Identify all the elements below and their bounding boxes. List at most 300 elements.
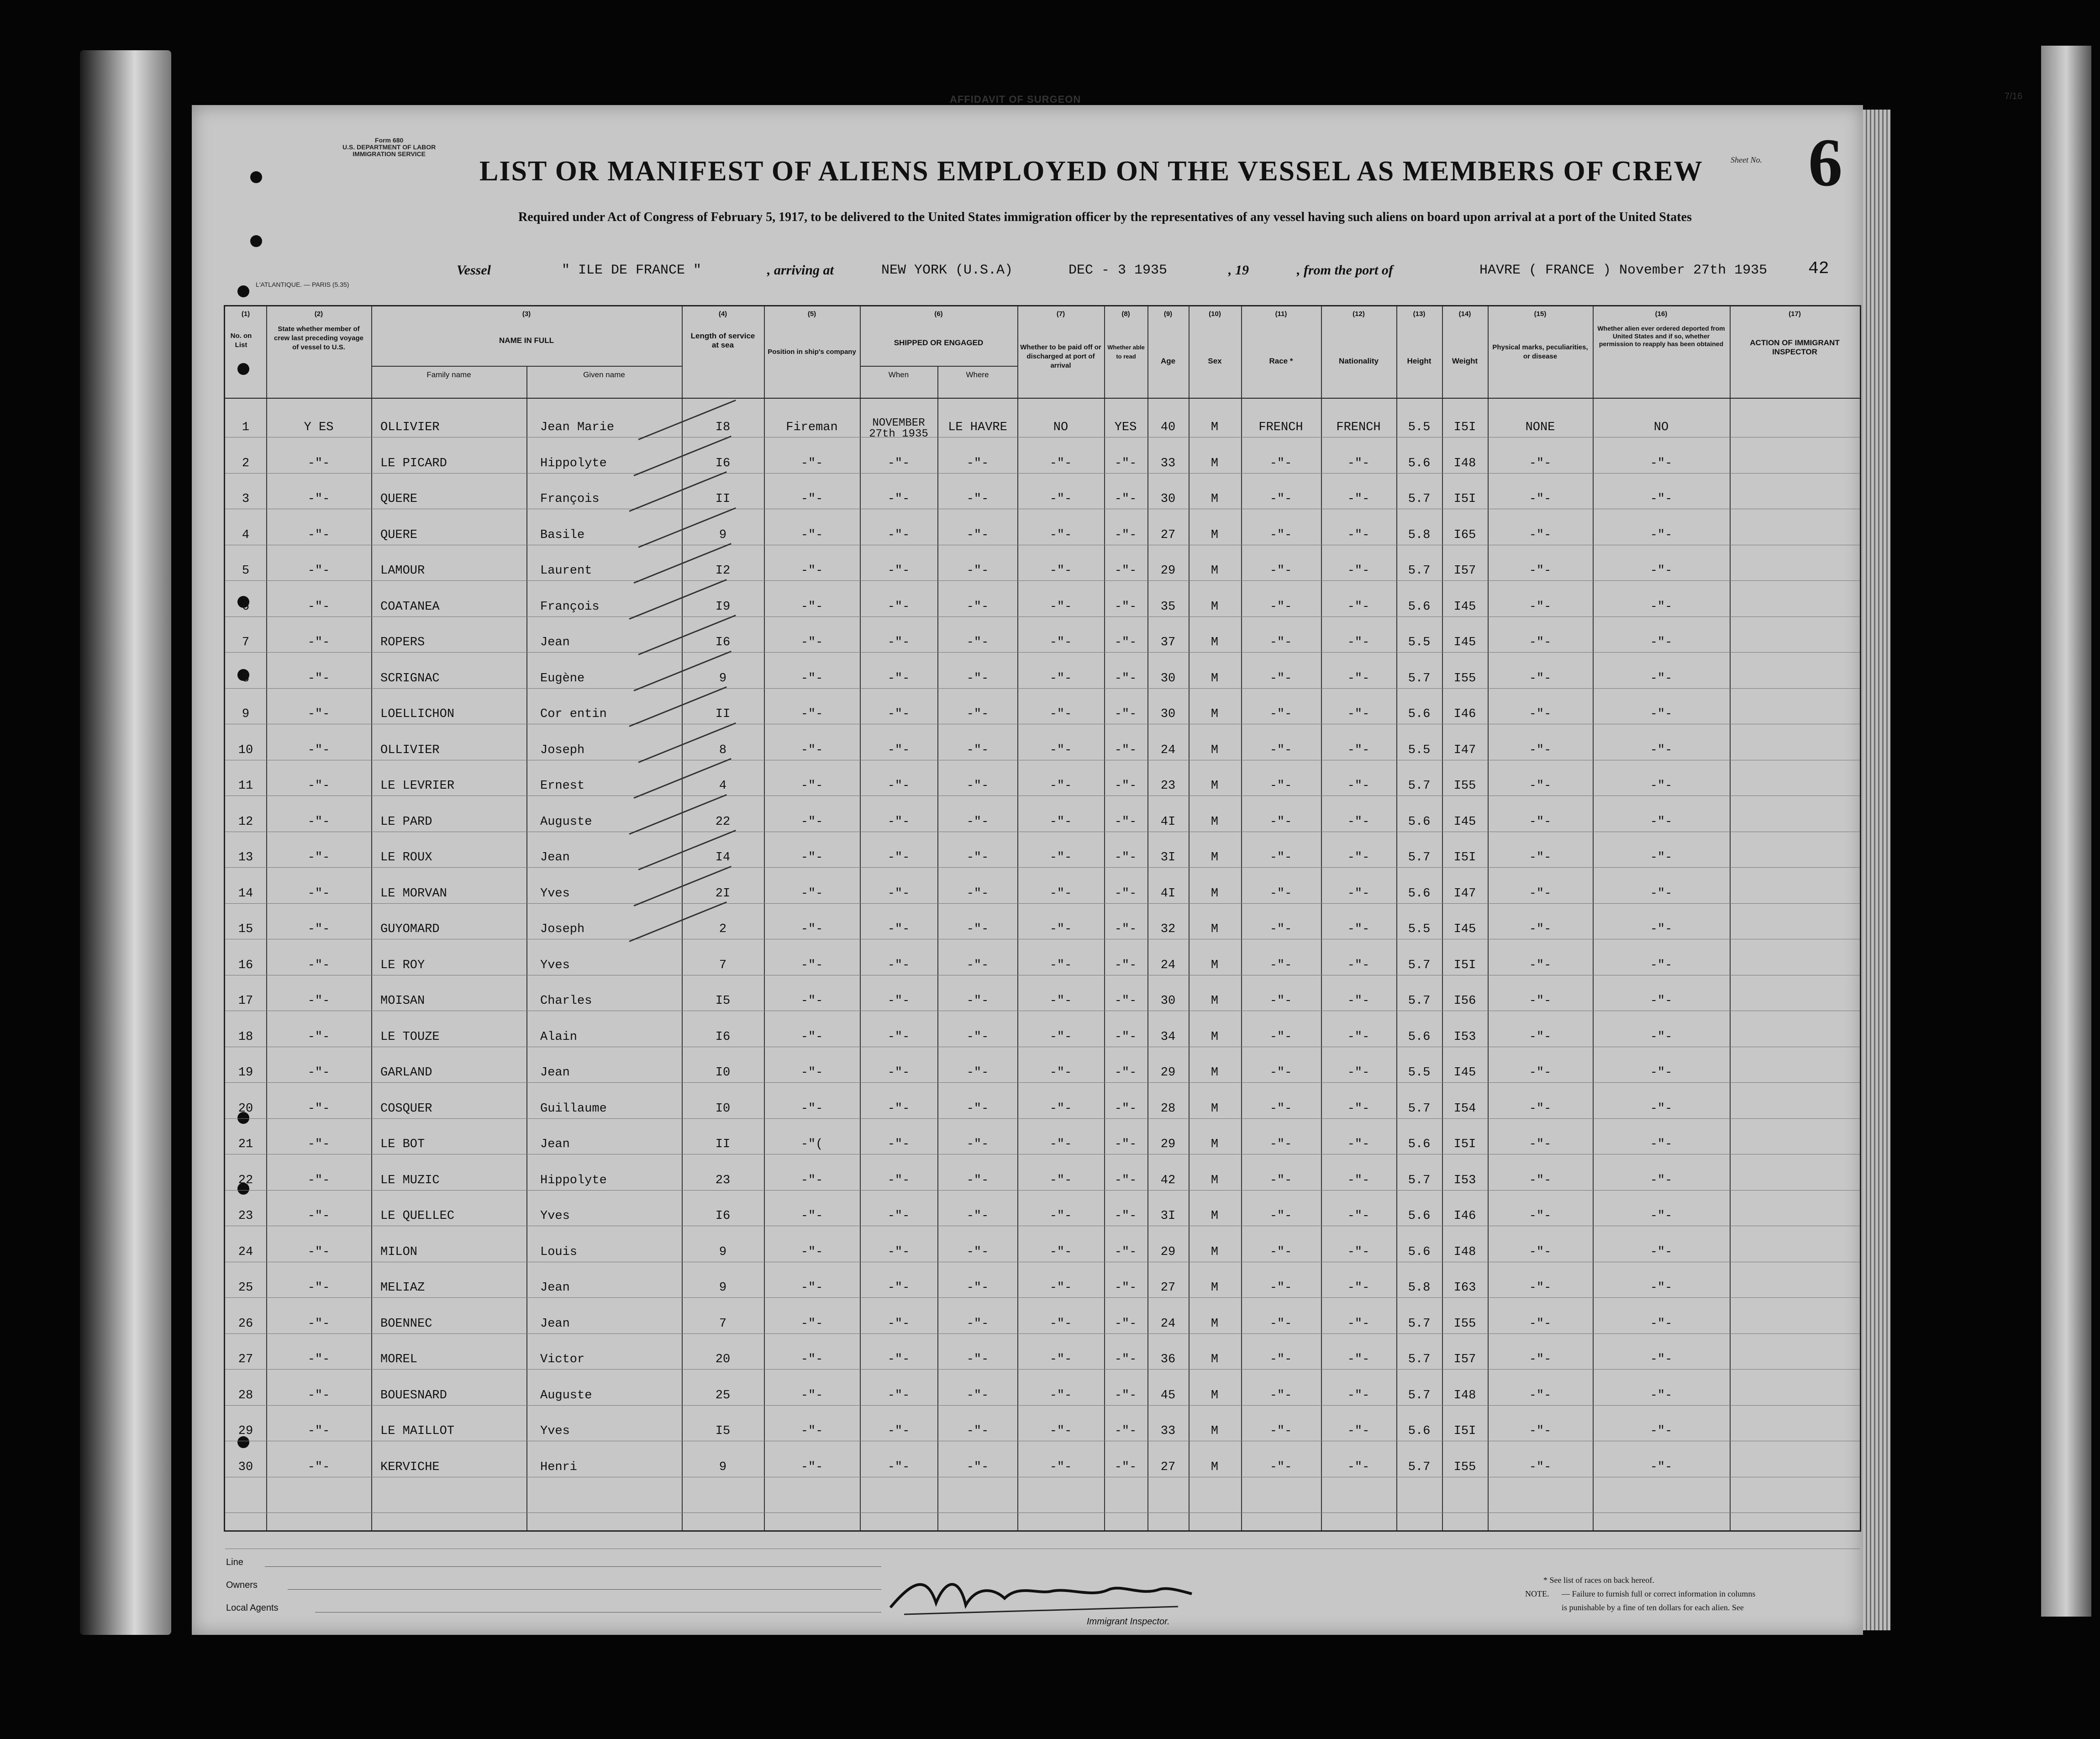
table-cell: 5.6 xyxy=(1408,815,1431,829)
table-cell: 5.7 xyxy=(1408,958,1431,972)
table-cell: -"- xyxy=(307,671,330,685)
table-cell: -"- xyxy=(307,958,330,972)
table-cell: -"- xyxy=(800,1173,823,1187)
table-cell: KERVICHE xyxy=(380,1460,440,1474)
vessel-label: Vessel xyxy=(457,263,491,278)
table-cell: LE PARD xyxy=(380,815,432,829)
given-name-header: Given name xyxy=(583,370,625,379)
table-cell: -"- xyxy=(307,1173,330,1187)
table-cell: -"- xyxy=(1269,779,1292,793)
table-cell: -"- xyxy=(800,886,823,901)
table-cell: 2 xyxy=(242,456,250,470)
table-cell: II xyxy=(715,1138,731,1151)
table-cell: -"- xyxy=(966,564,989,578)
races-note: * See list of races on back hereof. xyxy=(1543,1576,1654,1585)
table-cell: -"- xyxy=(966,1353,989,1366)
table-cell: -"- xyxy=(1269,1460,1292,1474)
table-cell: 5 xyxy=(242,564,250,578)
table-cell: I47 xyxy=(1453,886,1476,901)
table-cell: -"- xyxy=(1529,1101,1552,1116)
table-cell: M xyxy=(1211,707,1219,721)
table-cell: -"- xyxy=(1114,1209,1137,1223)
table-cell: 30 xyxy=(1160,707,1176,721)
table-cell: I45 xyxy=(1453,600,1476,614)
table-cell: -"- xyxy=(800,1066,823,1080)
form-department: U.S. DEPARTMENT OF LABOR xyxy=(342,143,436,151)
table-cell: QUERE xyxy=(380,528,418,542)
column-rule xyxy=(1147,306,1148,1530)
table-cell: 24 xyxy=(1160,958,1176,972)
table-cell: Auguste xyxy=(540,815,592,829)
sheet-no-label: Sheet No. xyxy=(1731,155,1762,164)
table-cell: -"- xyxy=(887,1066,910,1080)
col17-header: ACTION OF IMMIGRANT INSPECTOR xyxy=(1750,338,1840,356)
table-cell: -"- xyxy=(1269,528,1292,542)
table-cell: -"- xyxy=(800,1424,823,1438)
table-cell: -"- xyxy=(966,958,989,972)
table-cell: MILON xyxy=(380,1245,418,1259)
table-cell: I55 xyxy=(1453,1460,1476,1474)
table-cell: M xyxy=(1211,1317,1219,1331)
table-cell: LE BOT xyxy=(380,1138,425,1151)
col8-header: Whether able to read xyxy=(1107,344,1145,360)
table-cell: -"- xyxy=(1269,743,1292,757)
table-cell: -"- xyxy=(1114,528,1137,542)
table-cell: -"- xyxy=(887,851,910,864)
table-cell: -"- xyxy=(887,1101,910,1116)
table-cell: -"- xyxy=(1529,958,1552,972)
col10-header: Sex xyxy=(1208,357,1222,365)
table-cell: I5 xyxy=(715,1424,731,1438)
table-cell: Jean Marie xyxy=(540,421,615,434)
table-cell: Victor xyxy=(540,1353,585,1366)
vessel-name: " ILE DE FRANCE " xyxy=(562,263,702,278)
table-cell: Joseph xyxy=(540,743,585,757)
table-cell: -"- xyxy=(1529,779,1552,793)
table-cell: -"- xyxy=(1114,707,1137,721)
column-rule xyxy=(1730,306,1731,1530)
table-cell: -"- xyxy=(1347,1353,1370,1366)
table-cell: 26 xyxy=(238,1317,253,1331)
manifest-table xyxy=(224,305,1861,1532)
table-cell: -"- xyxy=(307,994,330,1008)
col5-num: (5) xyxy=(807,310,816,318)
table-cell: -"- xyxy=(966,743,989,757)
table-cell: 5.6 xyxy=(1408,1138,1431,1151)
header-bottom-rule xyxy=(225,398,1860,399)
table-cell: -"- xyxy=(1049,1281,1072,1295)
table-cell: -"- xyxy=(1049,958,1072,972)
table-cell: Jean xyxy=(540,1281,570,1295)
table-cell: 20 xyxy=(715,1353,731,1366)
table-cell: Yves xyxy=(540,1209,570,1223)
table-cell: 5.7 xyxy=(1408,1460,1431,1474)
table-cell: -"- xyxy=(887,1209,910,1223)
col3-header: NAME IN FULL xyxy=(499,336,554,345)
table-cell: 5.7 xyxy=(1408,779,1431,793)
table-cell: -"- xyxy=(1650,1066,1673,1080)
table-cell: -"- xyxy=(887,1281,910,1295)
table-cell: -"- xyxy=(1347,994,1370,1008)
column-rule xyxy=(371,306,372,1530)
table-cell: M xyxy=(1211,1388,1219,1402)
table-cell: 4 xyxy=(719,779,727,793)
table-cell: -"- xyxy=(1347,1101,1370,1116)
table-cell: -"- xyxy=(800,1388,823,1402)
table-cell: -"- xyxy=(1650,1101,1673,1116)
table-cell: -"- xyxy=(307,1317,330,1331)
table-cell: -"- xyxy=(887,1460,910,1474)
table-cell: -"- xyxy=(307,922,330,936)
table-cell: NO xyxy=(1053,421,1068,434)
table-cell: -"- xyxy=(887,994,910,1008)
year-label: , 19 xyxy=(1228,263,1249,278)
table-cell: 5.6 xyxy=(1408,1245,1431,1259)
table-cell: 21 xyxy=(238,1138,253,1151)
punch-hole xyxy=(250,235,262,247)
table-cell: -"- xyxy=(966,815,989,829)
table-cell: -"- xyxy=(307,1101,330,1116)
table-cell: 5.6 xyxy=(1408,886,1431,901)
table-cell: 5.7 xyxy=(1408,564,1431,578)
table-cell: -"- xyxy=(1650,1353,1673,1366)
table-cell: M xyxy=(1211,1209,1219,1223)
table-cell: -"- xyxy=(1347,815,1370,829)
row-rule xyxy=(225,473,1860,474)
table-cell: NOVEMBER 27th 1935 xyxy=(869,417,928,440)
table-cell: -"- xyxy=(887,1245,910,1259)
table-cell: 5.6 xyxy=(1408,1424,1431,1438)
table-cell: M xyxy=(1211,1101,1219,1116)
table-cell: -"- xyxy=(966,851,989,864)
table-cell: -"- xyxy=(1347,528,1370,542)
table-cell: -"- xyxy=(1529,815,1552,829)
table-cell: 29 xyxy=(1160,1138,1176,1151)
table-cell: 9 xyxy=(719,1281,727,1295)
footer-owners-rule xyxy=(288,1589,881,1590)
table-cell: -"- xyxy=(800,564,823,578)
note-text: — Failure to furnish full or correct information in columns xyxy=(1562,1589,1756,1598)
table-cell: I57 xyxy=(1453,564,1476,578)
table-cell: -"- xyxy=(1650,1388,1673,1402)
column-rule xyxy=(1593,306,1594,1530)
table-cell: -"- xyxy=(1529,1424,1552,1438)
table-cell: -"- xyxy=(800,492,823,506)
row-rule xyxy=(225,1369,1860,1370)
table-cell: M xyxy=(1211,815,1219,829)
table-cell: M xyxy=(1211,636,1219,649)
table-cell: MELIAZ xyxy=(380,1281,425,1295)
table-cell: 27 xyxy=(238,1353,253,1366)
row-rule xyxy=(225,652,1860,653)
table-cell: -"- xyxy=(800,1245,823,1259)
table-cell: -"- xyxy=(1347,851,1370,864)
column-rule xyxy=(526,366,527,1530)
table-cell: -"- xyxy=(1347,1281,1370,1295)
table-cell: M xyxy=(1211,671,1219,685)
header-sub-rule xyxy=(371,366,682,367)
table-cell: -"- xyxy=(1114,1460,1137,1474)
table-cell: -"- xyxy=(966,1388,989,1402)
table-cell: -"- xyxy=(800,779,823,793)
table-cell: -"- xyxy=(800,815,823,829)
table-cell: 2I xyxy=(715,886,731,901)
col11-num: (11) xyxy=(1275,310,1287,318)
table-cell: -"- xyxy=(1049,779,1072,793)
col4-num: (4) xyxy=(718,310,727,318)
table-cell: 45 xyxy=(1160,1388,1176,1402)
row-rule xyxy=(225,1190,1860,1191)
table-cell: Fireman xyxy=(786,421,838,434)
table-cell: 5.5 xyxy=(1408,636,1431,649)
row-rule xyxy=(225,688,1860,689)
table-cell: -"- xyxy=(1347,492,1370,506)
table-cell: -"- xyxy=(1347,1209,1370,1223)
table-cell: -"- xyxy=(1114,958,1137,972)
table-cell: -"- xyxy=(1650,1281,1673,1295)
table-cell: Yves xyxy=(540,958,570,972)
col16-num: (16) xyxy=(1655,310,1668,318)
table-cell: -"- xyxy=(1049,1460,1072,1474)
table-cell: -"- xyxy=(1529,492,1552,506)
col13-num: (13) xyxy=(1413,310,1426,318)
header-sub-rule xyxy=(860,366,1017,367)
table-cell: -"- xyxy=(1114,600,1137,614)
table-cell: -"- xyxy=(1114,1424,1137,1438)
table-cell: 5.6 xyxy=(1408,600,1431,614)
table-cell: -"- xyxy=(307,600,330,614)
table-cell: BOENNEC xyxy=(380,1317,432,1331)
table-cell: -"- xyxy=(307,1424,330,1438)
table-cell: -"- xyxy=(1269,1245,1292,1259)
from-label: , from the port of xyxy=(1297,263,1393,278)
table-cell: 13 xyxy=(238,851,253,864)
stacked-page-edges xyxy=(1863,110,1890,1630)
table-cell: 3 xyxy=(242,492,250,506)
col2-header: State whether member of crew last preceding voyage of vessel to U.S. xyxy=(274,325,363,351)
table-cell: 4I xyxy=(1160,886,1176,901)
table-cell: 28 xyxy=(238,1388,253,1402)
row-rule xyxy=(225,1297,1860,1298)
column-rule xyxy=(1241,306,1242,1530)
table-cell: -"- xyxy=(1049,1245,1072,1259)
table-cell: -"- xyxy=(1529,851,1552,864)
table-cell: GARLAND xyxy=(380,1066,432,1080)
table-cell: -"- xyxy=(887,1138,910,1151)
table-cell: -"- xyxy=(1269,492,1292,506)
footer-agents-rule xyxy=(315,1612,881,1613)
immigrant-inspector-label: Immigrant Inspector. xyxy=(1087,1617,1170,1627)
table-cell: I45 xyxy=(1453,636,1476,649)
table-cell: Guillaume xyxy=(540,1101,607,1116)
table-cell: M xyxy=(1211,600,1219,614)
table-cell: M xyxy=(1211,1424,1219,1438)
table-cell: -"- xyxy=(1529,564,1552,578)
table-cell: -"- xyxy=(307,1353,330,1366)
binder-right-edge xyxy=(2041,46,2091,1617)
table-cell: -"- xyxy=(1347,1066,1370,1080)
col15-num: (15) xyxy=(1534,310,1547,318)
table-cell: 19 xyxy=(238,1066,253,1080)
note-text-2: is punishable by a fine of ten dollars for each alien. See xyxy=(1562,1603,1744,1612)
table-cell: 23 xyxy=(1160,779,1176,793)
table-cell: -"- xyxy=(1529,743,1552,757)
table-cell: -"- xyxy=(1347,743,1370,757)
table-cell: -"- xyxy=(966,1460,989,1474)
table-cell: -"- xyxy=(1049,1030,1072,1044)
table-cell: LE LEVRIER xyxy=(380,779,455,793)
col6-header: SHIPPED OR ENGAGED xyxy=(894,338,984,347)
table-cell: 1 xyxy=(242,421,250,434)
table-cell: -"- xyxy=(307,851,330,864)
table-cell: -"- xyxy=(1049,743,1072,757)
table-cell: -"- xyxy=(887,528,910,542)
col9-num: (9) xyxy=(1163,310,1173,318)
table-cell: -"- xyxy=(1114,1138,1137,1151)
table-cell: -"- xyxy=(966,528,989,542)
table-cell: -"- xyxy=(800,851,823,864)
table-cell: Jean xyxy=(540,1066,570,1080)
table-cell: 24 xyxy=(1160,1317,1176,1331)
table-cell: -"- xyxy=(1529,1388,1552,1402)
table-cell: 5.6 xyxy=(1408,707,1431,721)
table-cell: -"- xyxy=(1529,1173,1552,1187)
col10-num: (10) xyxy=(1209,310,1221,318)
table-cell: 35 xyxy=(1160,600,1176,614)
col5-header: Position in ship's company xyxy=(768,348,856,356)
table-cell: M xyxy=(1211,421,1219,434)
table-cell: -"- xyxy=(966,456,989,470)
table-cell: -"- xyxy=(1049,528,1072,542)
table-cell: -"- xyxy=(1347,564,1370,578)
table-cell: -"- xyxy=(1650,1245,1673,1259)
table-cell: -"- xyxy=(1114,564,1137,578)
table-cell: 25 xyxy=(715,1388,731,1402)
table-cell: -"- xyxy=(1269,456,1292,470)
table-cell: -"- xyxy=(1529,456,1552,470)
table-cell: I9 xyxy=(715,600,731,614)
column-rule xyxy=(266,306,267,1530)
table-cell: II xyxy=(715,492,731,506)
table-cell: -"- xyxy=(800,528,823,542)
table-cell: I48 xyxy=(1453,1245,1476,1259)
table-cell: -"- xyxy=(1049,1101,1072,1116)
table-cell: -"- xyxy=(966,1281,989,1295)
table-cell: -"- xyxy=(307,815,330,829)
table-cell: -"- xyxy=(966,1030,989,1044)
row-rule xyxy=(225,1333,1860,1334)
table-cell: -"- xyxy=(307,1281,330,1295)
table-cell: Eugène xyxy=(540,671,585,685)
table-cell: -"- xyxy=(1529,1317,1552,1331)
table-cell: -"- xyxy=(966,779,989,793)
row-rule xyxy=(225,903,1860,904)
table-cell: -"- xyxy=(1347,600,1370,614)
table-cell: -"- xyxy=(1529,1245,1552,1259)
table-cell: M xyxy=(1211,922,1219,936)
table-cell: M xyxy=(1211,1066,1219,1080)
table-cell: -"- xyxy=(1114,1066,1137,1080)
table-cell: LE PICARD xyxy=(380,456,447,470)
table-cell: 20 xyxy=(238,1101,253,1116)
table-cell: Charles xyxy=(540,994,592,1008)
table-cell: 11 xyxy=(238,779,253,793)
table-cell: -"- xyxy=(1347,671,1370,685)
table-cell: I55 xyxy=(1453,671,1476,685)
table-cell: M xyxy=(1211,564,1219,578)
table-cell: -"- xyxy=(1114,779,1137,793)
table-cell: 9 xyxy=(719,671,727,685)
table-cell: -"- xyxy=(1049,994,1072,1008)
col16-header: Whether alien ever ordered deported from United States and if so, whether permission to reapply has been obtained xyxy=(1597,325,1725,348)
column-rule xyxy=(1442,306,1443,1530)
col9-header: Age xyxy=(1160,357,1176,365)
table-cell: -"- xyxy=(1347,456,1370,470)
table-cell: -"- xyxy=(1049,922,1072,936)
table-cell: -"- xyxy=(307,456,330,470)
table-cell: I57 xyxy=(1453,1353,1476,1366)
table-cell: -"- xyxy=(1269,564,1292,578)
table-cell: François xyxy=(540,600,600,614)
table-cell: -"- xyxy=(1049,671,1072,685)
table-cell: -"- xyxy=(966,1138,989,1151)
table-cell: 2 xyxy=(719,922,727,936)
table-cell: 30 xyxy=(238,1460,253,1474)
table-cell: I65 xyxy=(1453,528,1476,542)
table-cell: 5.5 xyxy=(1408,922,1431,936)
table-cell: -"- xyxy=(1347,886,1370,901)
table-cell: -"- xyxy=(966,671,989,685)
table-cell: -"- xyxy=(1269,922,1292,936)
table-cell: 18 xyxy=(238,1030,253,1044)
table-cell: Jean xyxy=(540,851,570,864)
table-cell: I5I xyxy=(1453,1138,1476,1151)
table-cell: Cor entin xyxy=(540,707,607,721)
table-cell: -"- xyxy=(800,1281,823,1295)
table-cell: 17 xyxy=(238,994,253,1008)
table-cell: -"- xyxy=(1347,1424,1370,1438)
table-cell: 8 xyxy=(242,671,250,685)
col1-num: (1) xyxy=(241,310,250,318)
table-cell: GUYOMARD xyxy=(380,922,440,936)
table-cell: 9 xyxy=(719,1245,727,1259)
table-cell: 9 xyxy=(242,707,250,721)
table-cell: -"- xyxy=(887,1424,910,1438)
table-cell: 29 xyxy=(1160,1245,1176,1259)
table-cell: 5.7 xyxy=(1408,1101,1431,1116)
table-cell: -"- xyxy=(966,1317,989,1331)
table-cell: -"- xyxy=(966,1173,989,1187)
col3-num: (3) xyxy=(522,310,531,318)
table-cell: -"- xyxy=(1269,1173,1292,1187)
table-cell: -"- xyxy=(1114,922,1137,936)
table-cell: 24 xyxy=(1160,743,1176,757)
table-cell: 30 xyxy=(1160,671,1176,685)
table-cell: -"- xyxy=(1347,707,1370,721)
table-cell: -"- xyxy=(800,1353,823,1366)
table-cell: -"- xyxy=(800,456,823,470)
table-cell: -"- xyxy=(1049,886,1072,901)
table-cell: I45 xyxy=(1453,815,1476,829)
table-cell: COSQUER xyxy=(380,1101,432,1116)
table-cell: 5.7 xyxy=(1408,492,1431,506)
table-cell: M xyxy=(1211,1138,1219,1151)
table-cell: -"- xyxy=(800,958,823,972)
printer-mark: L'ATLANTIQUE. — PARIS (5.35) xyxy=(256,281,349,288)
table-cell: -"- xyxy=(1529,1066,1552,1080)
table-cell: NO xyxy=(1653,421,1669,434)
table-cell: I5I xyxy=(1453,1424,1476,1438)
